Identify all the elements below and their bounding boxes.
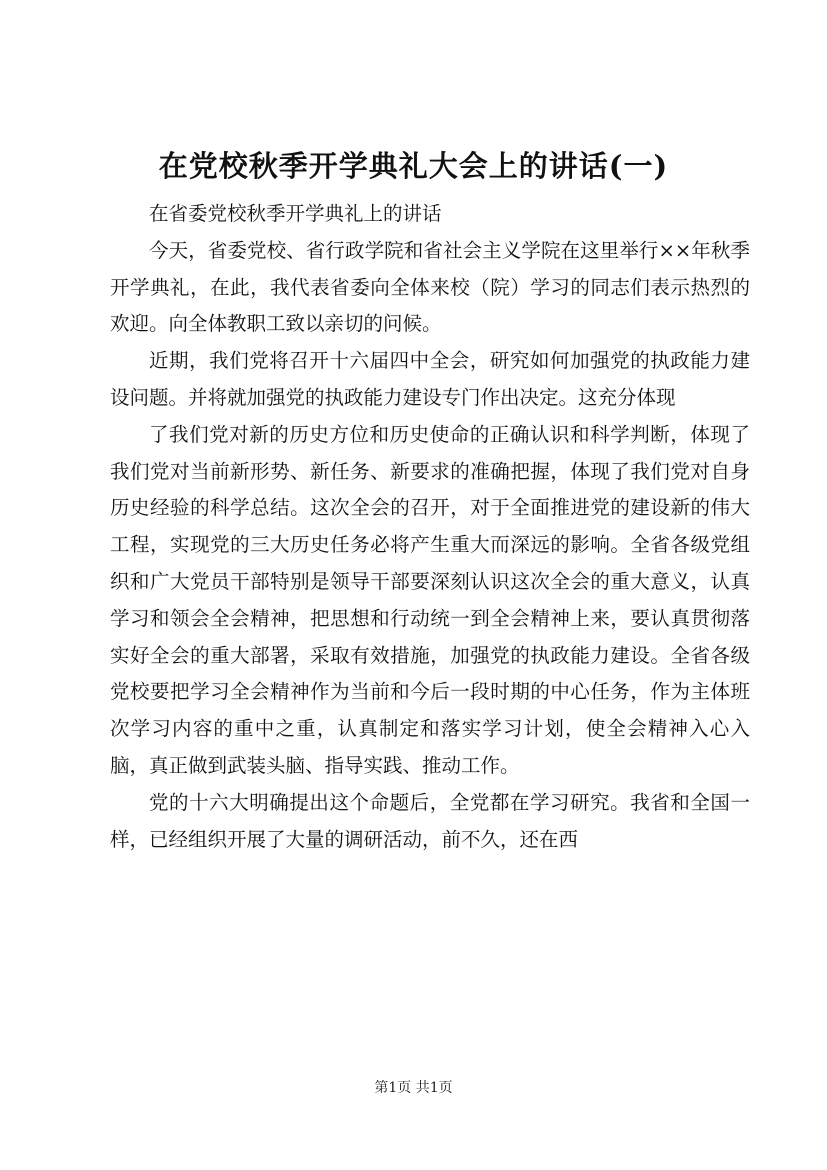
subtitle-paragraph: 在省委党校秋季开学典礼上的讲话 [149,202,442,225]
body-paragraph: 了我们党对新的历史方位和历史使命的正确认识和科学判断，体现了我们党对当前新形势、新任务、新要求的准确把握，体现了我们党对自身历史经验的科学总结。这次全会的召开，对于全面推进党的建设新的伟大工程，实现党的三大历史任务必将产生重大而深远的影响。全省各级党组织和广大党员干部特别是领导干部要深刻认识这次全会的重大意义，认真学习和领会全会精神，把思想和行动统一到全会精神上来，要认真贯彻落实好全会的重大部署，采取有效措施，加强党的执政能力建设。全省各级党校要把学习全会精神作为当前和今后一段时期的中心任务，作为主体班次学习内容的重中之重，认真制定和落实学习计划，使全会精神入心入脑，真正做到武装头脑、指导实践、推动工作。 [110,422,750,777]
document-title: 在党校秋季开学典礼大会上的讲话(一) [158,149,669,183]
page-number-footer: 第1页 共1页 [374,1080,453,1096]
body-paragraph: 党的十六大明确提出这个命题后，全党都在学习研究。我省和全国一样，已经组织开展了大量的调研活动，前不久，还在西 [110,790,750,851]
body-paragraph: 近期，我们党将召开十六届四中全会，研究如何加强党的执政能力建设问题。并将就加强党的执政能力建设专门作出决定。这充分体现 [110,349,750,409]
document-body [110,196,750,858]
body-paragraph: 今天，省委党校、省行政学院和省社会主义学院在这里举行××年秋季开学典礼，在此，我代表省委向全体来校（院）学习的同志们表示热烈的欢迎。向全体教职工致以亲切的问候。 [110,238,750,336]
